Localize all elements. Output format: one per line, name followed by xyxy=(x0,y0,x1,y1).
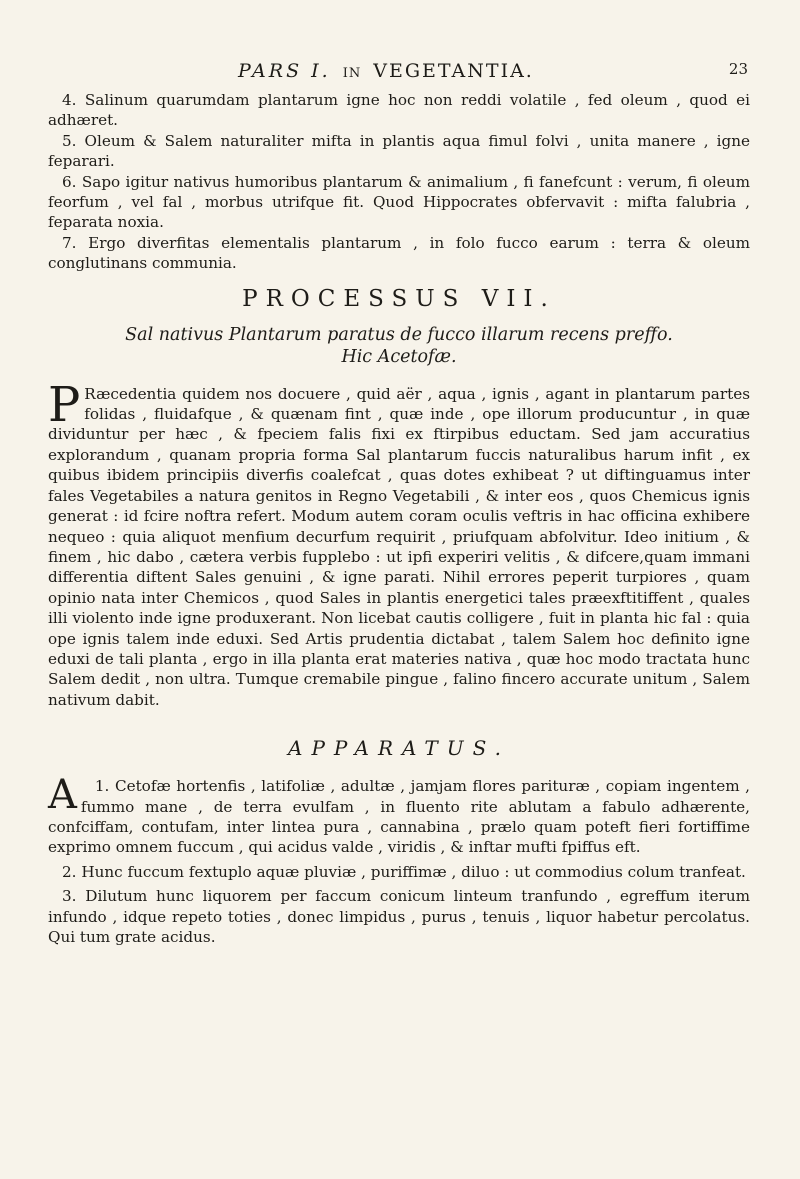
page-number: 23 xyxy=(728,60,748,78)
running-head xyxy=(48,60,750,88)
process-heading xyxy=(48,286,750,368)
running-head-in: IN xyxy=(342,66,362,81)
intro-text: Ræcedentia quidem nos docuere , quid aër , aqua , ignis , agant in plantarum partes folidas , fluidafque , & quænam fint , quæ inde , ope illorum producuntur , in quæ dividuntur per hæc , & fpeciem falis fixi ex ftirpibus eductam. Sed jam accuratius explorandum , quanam propria forma Sal plantarum fuccis naturalibus harum infit , ex quibus ibidem principiis diverfis coalefcat , quas dotes exhibeat ? ut diftinguamus inter fales Vegetabiles a natura genitos in Regno Vegetabili , & inter eos , quos Chemicus ignis generat : id fcire noftra refert. Modum autem coram oculis veftris in hac officina exhibere nequeo : quia aliquot menfium decurfum requirit , priufquam abfolvitur. Ideo initium , & finem , hic dabo , cætera verbis fupplebo : ut ipfi experiri velitis , & difcere,quam immani differentia diftent Sales genuini , & igne parati. Nihil errores peperit turpiores , quam opinio nata inter Chemicos , quod Sales in plantis energetici tales præexftitiffent , quales illi violento inde igne produxerant. Non licebat cautis colligere , fuit in planta hic fal : quia ope ignis talem inde eduxi. Sed Artis prudentia dictabat , talem Salem hoc definito igne eduxi de tali planta , ergo in illa planta erat materies nativa , quæ hoc modo tractata hunc Salem dedit , non ultra. Tumque cremabile pingue , falino fincero accurate unitum , Salem nativum dabit. xyxy=(48,384,750,709)
processus-subtitle xyxy=(48,324,750,368)
processus-title: PROCESSUS VII. xyxy=(242,285,556,312)
processus-subtitle-line-2: Hic Acetofæ. xyxy=(341,346,457,367)
numbered-item-4: 4. Salinum quarumdam plantarum igne hoc non reddi volatile , fed oleum , quod ei adhæret. xyxy=(48,91,750,130)
apparatus-title: APPARATUS. xyxy=(288,736,510,761)
running-head-title xyxy=(238,60,534,82)
numbered-item-6: 6. Sapo igitur nativus humoribus plantarum & animalium , fi fanefcunt : verum, fi oleum feorfum , vel fal , morbus utrifque fit. Quod Hippocrates obfervavit : mifta falubria , feparata noxia. xyxy=(48,172,750,232)
numbered-item-7: 7. Ergo diverfitas elementalis plantarum , in folo fucco earum : terra & oleum conglutinans communia. xyxy=(48,233,750,273)
apparatus-item-number: 1. xyxy=(94,777,110,796)
running-head-section: VEGETANTIA. xyxy=(373,60,534,82)
apparatus-item-number: 3. xyxy=(62,887,77,906)
apparatus-item-text: Cetofæ hortenfis , latifoliæ , adultæ , jamjam flores parituræ , copiam ingentem , fummo mane , de terra evulfam , in fluento rite ablutam a fabulo adhærente, confciffam, contufam, inter lintea pura , cannabina , prælo quam poteft fieri fortiffime exprimo omnem fuccum , qui acidus valde , viridis , & inftar mufti fpiffus eft. xyxy=(48,777,750,857)
apparatus-item-3 xyxy=(48,886,750,947)
apparatus-item-text: Hunc fuccum fextuplo aquæ pluviæ , puriffimæ , diluo : ut commodius colum tranfeat. xyxy=(81,862,746,881)
processus-subtitle-line-1: Sal nativus Plantarum paratus de fucco illarum recens preffo. xyxy=(125,324,673,345)
intro-paragraph xyxy=(48,376,750,711)
numbered-item-5: 5. Oleum & Salem naturaliter mifta in plantis aqua fimul folvi , unita manere , igne feparari. xyxy=(48,131,750,171)
apparatus-item-1 xyxy=(48,772,750,858)
apparatus-item-text: Dilutum hunc liquorem per faccum conicum linteum tranfundo , egreffum iterum infundo , idque repeto toties , donec limpidus , purus , tenuis , liquor habetur percolatus. Qui tum grate acidus. xyxy=(48,887,750,946)
apparatus-item-number: 2. xyxy=(62,862,77,881)
apparatus-item-2 xyxy=(48,862,750,882)
apparatus-drop-cap: A xyxy=(48,772,77,819)
drop-cap-letter: P xyxy=(48,376,81,433)
running-head-pars: PARS I. xyxy=(238,60,331,82)
